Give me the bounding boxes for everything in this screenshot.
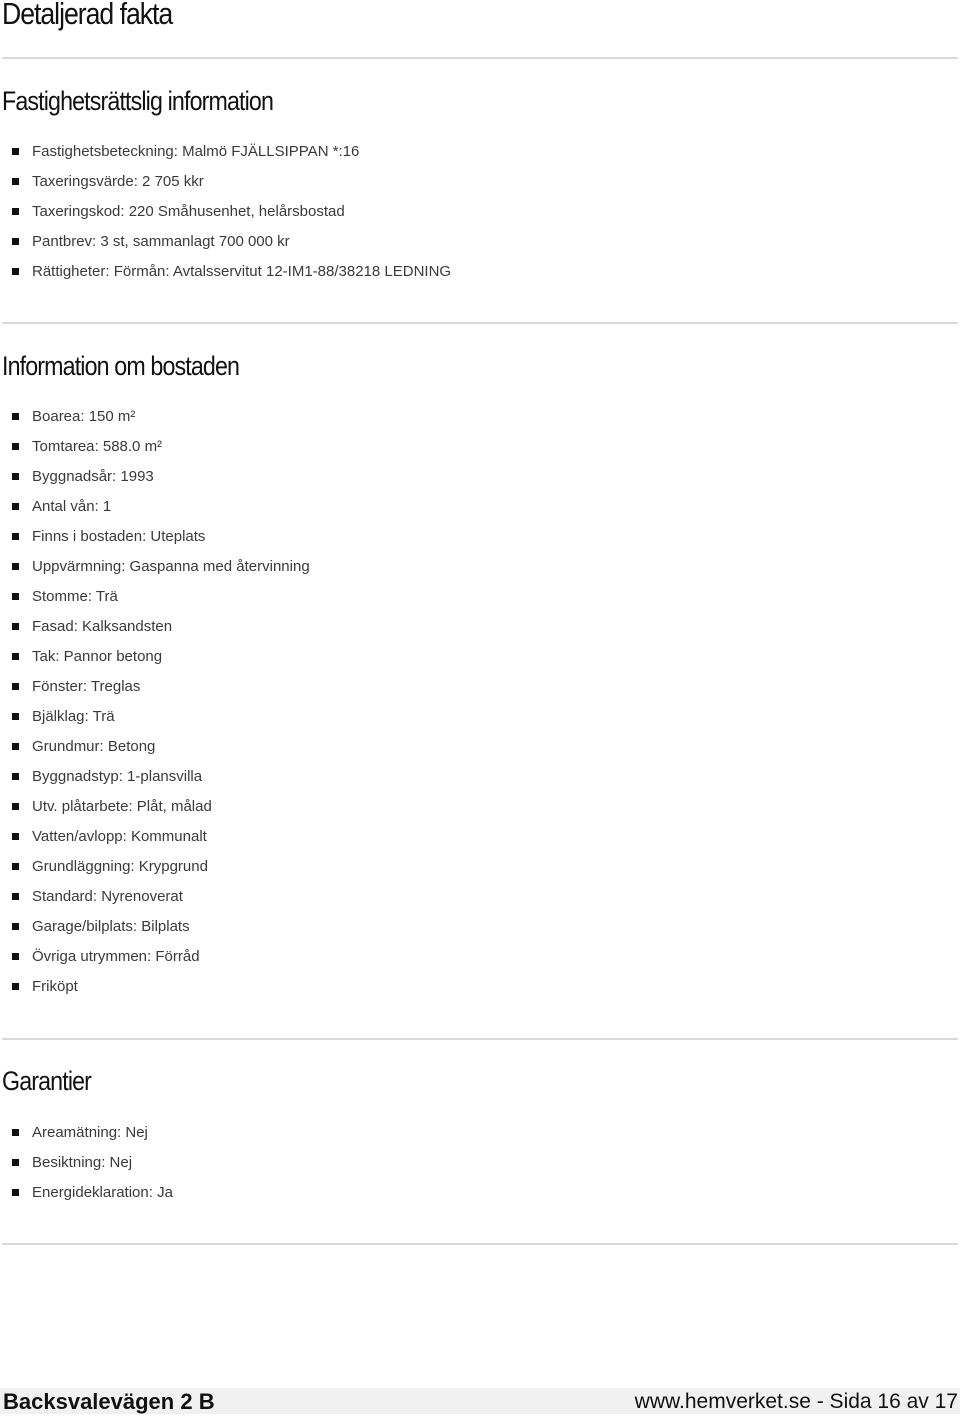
square-bullet-icon [12,743,19,750]
list-item-text: Byggnadstyp: 1-plansvilla [32,768,203,785]
list-item [0,852,310,882]
list-item [0,582,310,612]
list-item [0,1148,173,1178]
list-item-text: Fasad: Kalksandsten [32,618,173,635]
list-item [0,702,310,732]
square-bullet-icon [12,413,19,420]
square-bullet-icon [12,623,19,630]
divider [2,1243,958,1245]
square-bullet-icon [12,503,19,510]
list-item-text: Standard: Nyrenoverat [32,888,183,905]
square-bullet-icon [12,773,19,780]
list-item-text: Besiktning: Nej [32,1154,133,1171]
list-item [0,912,310,942]
divider [2,1038,958,1040]
square-bullet-icon [12,473,19,480]
list-item [0,197,451,227]
list-item [0,462,310,492]
list-item [0,257,451,287]
list-item [0,672,310,702]
list-item-text: Tomtarea: 588.0 m² [32,438,163,455]
footer-page-info: www.hemverket.se - Sida 16 av 17 [634,1390,958,1413]
square-bullet-icon [12,983,19,990]
list-item [0,882,310,912]
list-item [0,492,310,522]
square-bullet-icon [12,953,19,960]
square-bullet-icon [12,238,19,245]
square-bullet-icon [12,443,19,450]
square-bullet-icon [12,923,19,930]
list-item [0,792,310,822]
section-title-property-rights: Fastighetsrättslig information [2,86,274,116]
section-title-housing-info: Information om bostaden [2,351,240,381]
list-item-text: Vatten/avlopp: Kommunalt [32,828,207,845]
list-item [0,942,310,972]
list-item-text: Friköpt [32,978,78,995]
section-title-guarantees: Garantier [2,1066,92,1096]
list-item-text: Boarea: 150 m² [32,408,136,425]
square-bullet-icon [12,208,19,215]
list-item-text: Bjälklag: Trä [32,708,115,725]
list-item-text: Stomme: Trä [32,588,118,605]
divider [2,57,958,59]
list-item [0,972,310,1002]
list-item [0,522,310,552]
list-item-text: Garage/bilplats: Bilplats [32,918,190,935]
square-bullet-icon [12,833,19,840]
footer-address: Backsvalevägen 2 B [3,1389,215,1414]
list-item-text: Rättigheter: Förmån: Avtalsservitut 12-IM1-88/38218 LEDNING [32,263,452,280]
square-bullet-icon [12,803,19,810]
square-bullet-icon [12,863,19,870]
square-bullet-icon [12,1159,19,1166]
square-bullet-icon [12,683,19,690]
square-bullet-icon [12,1189,19,1196]
list-item-text: Energideklaration: Ja [32,1184,173,1201]
square-bullet-icon [12,893,19,900]
square-bullet-icon [12,148,19,155]
list-item-text: Byggnadsår: 1993 [32,468,154,485]
list-item [0,227,451,257]
property-rights-list [0,137,451,287]
list-item [0,137,451,167]
guarantees-list [0,1118,173,1208]
list-item-text: Areamätning: Nej [32,1124,148,1141]
housing-info-list [0,402,310,1002]
square-bullet-icon [12,563,19,570]
list-item [0,1178,173,1208]
list-item-text: Tak: Pannor betong [32,648,163,665]
list-item [0,822,310,852]
list-item [0,432,310,462]
list-item-text: Fastighetsbeteckning: Malmö FJÄLLSIPPAN *:16 [32,143,360,160]
list-item [0,762,310,792]
square-bullet-icon [12,713,19,720]
list-item-text: Uppvärmning: Gaspanna med återvinning [32,558,310,575]
list-item [0,642,310,672]
list-item [0,402,310,432]
list-item-text: Pantbrev: 3 st, sammanlagt 700 000 kr [32,233,290,250]
list-item-text: Taxeringskod: 220 Småhusenhet, helårsbostad [32,203,345,220]
list-item-text: Utv. plåtarbete: Plåt, målad [32,798,212,815]
list-item [0,612,310,642]
square-bullet-icon [12,653,19,660]
list-item-text: Antal vån: 1 [32,498,112,515]
square-bullet-icon [12,268,19,275]
page-footer [0,1388,960,1414]
list-item-text: Grundmur: Betong [32,738,156,755]
list-item-text: Grundläggning: Krypgrund [32,858,208,875]
square-bullet-icon [12,533,19,540]
divider [2,322,958,324]
list-item [0,552,310,582]
square-bullet-icon [12,1129,19,1136]
page-title: Detaljerad fakta [2,0,173,31]
square-bullet-icon [12,178,19,185]
list-item [0,1118,173,1148]
list-item-text: Taxeringsvärde: 2 705 kkr [32,173,204,190]
list-item-text: Finns i bostaden: Uteplats [32,528,206,545]
list-item-text: Fönster: Treglas [32,678,141,695]
list-item [0,167,451,197]
list-item [0,732,310,762]
square-bullet-icon [12,593,19,600]
list-item-text: Övriga utrymmen: Förråd [32,948,200,965]
